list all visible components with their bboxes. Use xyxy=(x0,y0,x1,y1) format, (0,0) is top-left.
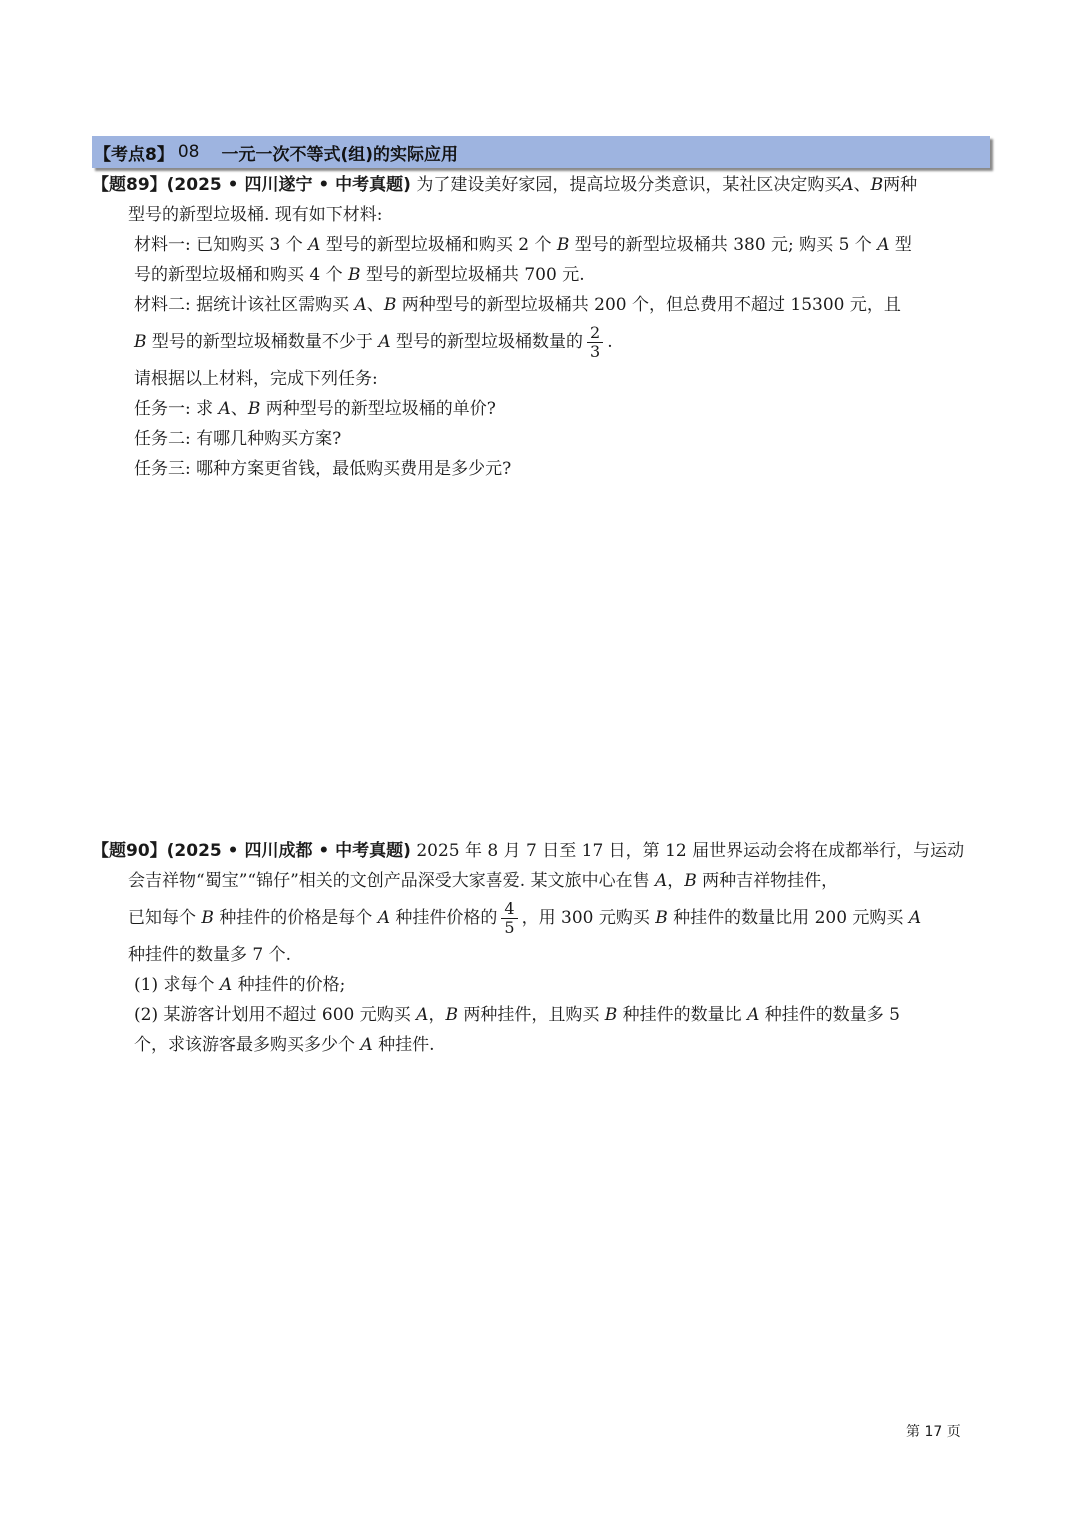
text: 会吉祥物“蜀宝”“锦仔”相关的文创产品深受大家喜爱. 某文旅中心在售 xyxy=(128,871,650,891)
text: 型号的新型垃圾桶共 380 元; 购买 5 个 xyxy=(574,235,872,255)
task-prompt: 请根据以上材料，完成下列任务: xyxy=(134,369,378,389)
text: 、 xyxy=(230,399,248,419)
text: 两种型号的新型垃圾桶共 200 个，但总费用不超过 15300 元，且 xyxy=(401,295,901,315)
text: 种挂件的数量比 xyxy=(622,1005,742,1025)
text: 两种型号的新型垃圾桶的单价? xyxy=(265,399,496,419)
text: 种挂件的价格是每个 xyxy=(219,908,373,928)
problem-90-line-1 xyxy=(92,836,992,866)
var: B xyxy=(348,265,361,285)
var: B xyxy=(556,235,570,255)
text: 2025 年 8 月 7 日至 17 日，第 12 届世界运动会将在成都举行，与运动 xyxy=(416,841,965,861)
text: 已知每个 xyxy=(128,908,196,928)
problem-89-label: 【题89】(2025 • 四川遂宁 • 中考真题) xyxy=(92,175,411,195)
material-2-line-2: B 型号的新型垃圾桶数量不少于 A 型号的新型垃圾桶数量的 $\frac{2}{3}$ . xyxy=(134,323,613,361)
var: A xyxy=(378,332,391,352)
var: A xyxy=(747,1005,760,1025)
text: 材料二: 据统计该社区需购买 xyxy=(134,295,350,315)
section-header xyxy=(92,136,990,168)
var: B xyxy=(383,295,397,315)
var: A xyxy=(908,908,922,928)
var: A xyxy=(377,908,390,928)
problem-89-line-2: 型号的新型垃圾桶. 现有如下材料: xyxy=(128,205,383,225)
frac-denominator: 5 xyxy=(504,918,515,937)
text: 个，求该游客最多购买多少个 xyxy=(134,1035,355,1055)
text: ， xyxy=(667,871,685,891)
text: 材料一: 已知购买 3 个 xyxy=(134,235,303,255)
text: 型 xyxy=(894,235,912,255)
text: 任务一: 求 xyxy=(134,399,214,419)
var: A xyxy=(308,235,321,255)
frac-numerator: 4 xyxy=(501,900,517,919)
fraction-4-5 xyxy=(501,900,517,937)
text: 两种 xyxy=(883,175,918,195)
page-number: 第 17 页 xyxy=(906,1424,961,1440)
text: 为了建设美好家园，提高垃圾分类意识，某社区决定购买 xyxy=(416,175,842,195)
var: B xyxy=(445,1005,458,1025)
text: 种挂件的数量比用 200 元购买 xyxy=(673,908,904,928)
var: A xyxy=(877,235,890,255)
section-code: 08 xyxy=(177,142,200,162)
text: (2) 某游客计划用不超过 600 元购买 xyxy=(134,1005,411,1025)
material-1 xyxy=(92,230,992,260)
text: 种挂件价格的 xyxy=(395,908,498,928)
task-1 xyxy=(92,394,992,424)
subquestion-1 xyxy=(92,970,992,1000)
var: B xyxy=(247,399,261,419)
task-3: 任务三: 哪种方案更省钱，最低购买费用是多少元? xyxy=(134,459,512,479)
text: 型号的新型垃圾桶共 700 元. xyxy=(365,265,585,285)
problem-90-label: 【题90】(2025 • 四川成都 • 中考真题) xyxy=(92,841,411,861)
text: 、 xyxy=(366,295,384,315)
var: B xyxy=(655,908,668,928)
text: ，用 300 元购买 xyxy=(521,908,650,928)
var: B xyxy=(870,175,884,195)
problem-90 xyxy=(92,836,992,1060)
var: A xyxy=(219,975,233,995)
var: A xyxy=(360,1035,373,1055)
var: B xyxy=(201,908,214,928)
text: 型号的新型垃圾桶和购买 2 个 xyxy=(325,235,552,255)
var: A xyxy=(354,295,367,315)
text: 种挂件的数量多 5 xyxy=(764,1005,900,1025)
text: (1) 求每个 xyxy=(134,975,215,995)
problem-90-line-4: 种挂件的数量多 7 个. xyxy=(128,945,292,965)
problem-89-line-1 xyxy=(92,170,992,200)
frac-denominator: 3 xyxy=(590,342,601,361)
text: ， xyxy=(428,1005,446,1025)
text: 、 xyxy=(853,175,871,195)
var: B xyxy=(684,871,697,891)
var: B xyxy=(604,1005,618,1025)
subquestion-2-line-2 xyxy=(92,1030,992,1060)
fraction-2-3 xyxy=(587,324,603,361)
var: A xyxy=(841,175,854,195)
text: 型号的新型垃圾桶数量不少于 xyxy=(151,332,373,352)
var: A xyxy=(218,399,231,419)
var: B xyxy=(134,332,147,352)
var: A xyxy=(416,1005,429,1025)
text: 种挂件的价格; xyxy=(237,975,346,995)
text: 两种挂件，且购买 xyxy=(463,1005,600,1025)
text: 号的新型垃圾桶和购买 4 个 xyxy=(134,265,343,285)
problem-90-line-2 xyxy=(92,866,992,896)
text: 型号的新型垃圾桶数量的 xyxy=(396,332,583,352)
frac-numerator: 2 xyxy=(587,324,603,343)
material-1-line-2 xyxy=(92,260,992,290)
problem-89 xyxy=(92,170,992,484)
text: 种挂件. xyxy=(378,1035,435,1055)
problem-90-line-3 xyxy=(92,896,992,940)
subquestion-2 xyxy=(92,1000,992,1030)
section-tag: 【考点8】 xyxy=(94,144,174,165)
section-title: 一元一次不等式(组)的实际应用 xyxy=(221,144,459,165)
var: A xyxy=(654,871,668,891)
task-2: 任务二: 有哪几种购买方案? xyxy=(134,429,342,449)
material-2 xyxy=(92,290,992,320)
text: 两种吉祥物挂件， xyxy=(702,871,839,891)
